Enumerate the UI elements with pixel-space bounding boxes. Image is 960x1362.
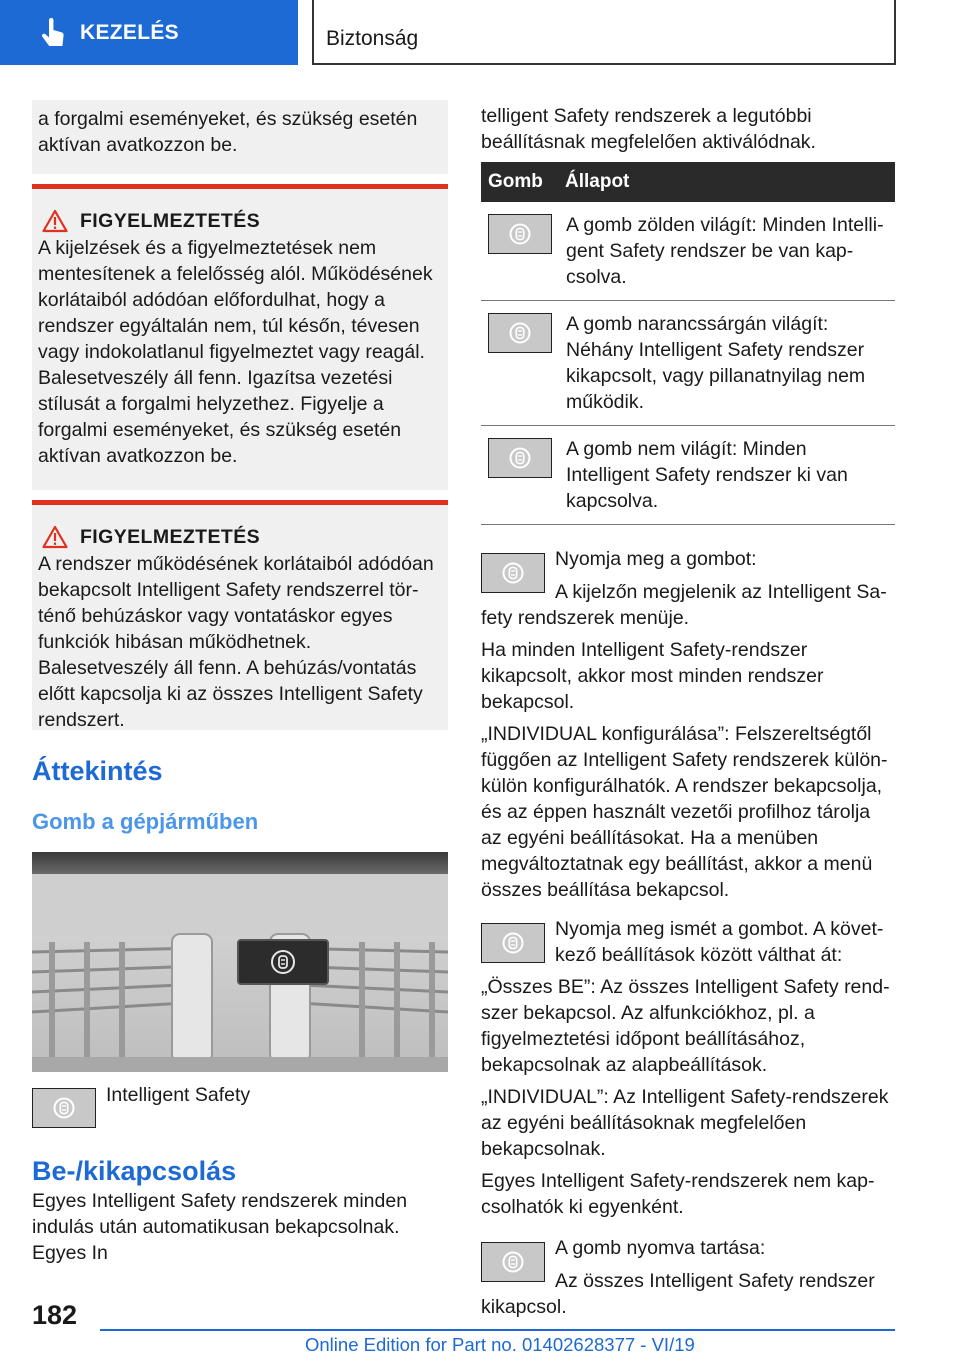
on-off-text: Egyes Intelligent Safety rendszerek minden indulás után automatikusan bekapcsolnak. Egyes In bbox=[32, 1190, 408, 1264]
paragraph-some-systems: Egyes Intelligent Safety-rendszerek nem kapcsolhatók ki egyenként. bbox=[481, 1170, 875, 1218]
intelligent-safety-button-icon bbox=[481, 923, 545, 963]
warning-text: A rendszer működésének korlátaiból adódóan bekapcsolt Intelligent Safety rendszerrel történő behúzáskor vagy vontatáskor egyes funkciók hibásan működhetnek. Balesetveszély áll fenn. A behúzás/vontatás előtt kapcsolja ki az összes Intelligent Safety rendszert. bbox=[38, 553, 434, 731]
intelligent-safety-button-icon bbox=[488, 438, 552, 478]
heading-overview: Áttekintés bbox=[32, 756, 163, 786]
table-row bbox=[481, 202, 895, 301]
hand-pointer-icon bbox=[40, 18, 66, 48]
intelligent-safety-button-icon bbox=[488, 313, 552, 353]
subheading-button-in-car: Gomb a gépjárműben bbox=[32, 809, 259, 834]
press-instruction: Nyomja meg a gombot: bbox=[555, 548, 757, 570]
table-header-row bbox=[481, 162, 895, 202]
warning-continuation-text: a forgalmi eseményeket, és szükség esetén aktívan avatkozzon be. bbox=[38, 108, 418, 156]
paragraph-all-off: Ha minden Intelligent Safety-rendszer kikapcsolt, akkor most minden rendszer bekapcsol. bbox=[481, 639, 824, 713]
page-number: 182 bbox=[32, 1300, 78, 1330]
paragraph-all-on: „Összes BE”: Az összes Intelligent Safety rendszer bekapcsol. Az alfunkciókhoz, pl. a figyelmeztetési időpont beállításához, bekapcsolnak az alapbeállítások. bbox=[481, 976, 890, 1076]
hold-result: Az összes Intelligent Safety rendszer kikapcsol. bbox=[481, 1270, 875, 1318]
warning-triangle-icon bbox=[42, 525, 68, 549]
intelligent-safety-button-icon bbox=[481, 1242, 545, 1282]
footer-edition: Online Edition for Part no. 01402628377 - VI/19 bbox=[305, 1334, 695, 1355]
right-column bbox=[481, 100, 895, 1320]
dashboard-illustration bbox=[32, 852, 448, 1072]
press-step-2 bbox=[481, 918, 895, 968]
heading-on-off: Be-/kikapcsolás bbox=[32, 1156, 237, 1186]
icon-caption: Intelligent Safety bbox=[106, 1084, 251, 1106]
column-header-button: Gomb bbox=[481, 162, 558, 202]
state-text: A gomb narancssárgán világít: Néhány Intelligent Safety rendszer kikapcsolt, vagy pillanatnyilag nem működik. bbox=[558, 301, 895, 426]
warning-title: FIGYELMEZTETÉS bbox=[80, 209, 261, 232]
state-text: A gomb zölden világít: Minden Intelligent Safety rendszer be van kapcsolva. bbox=[558, 202, 895, 301]
intelligent-safety-button-icon bbox=[481, 553, 545, 593]
warning-box-2 bbox=[32, 500, 448, 730]
warning-triangle-icon bbox=[42, 209, 68, 233]
intelligent-safety-button-icon bbox=[32, 1088, 96, 1128]
paragraph-individual-config: „INDIVIDUAL konfigurálása”: Felszereltségtől függően az Intelligent Safety rendszerek különkülön konfigurálhatók. A rendszer bekapcsolja, és az éppen használt vezetői profilhoz tárolja az egyéni beállításokat. Ha a menüben megváltoztatnak egy beállítást, akkor a menü összes beállítása bekapcsol. bbox=[481, 723, 888, 901]
warning-box-1 bbox=[32, 184, 448, 490]
warning-text: A kijelzések és a figyelmeztetések nem mentesítenek a felelősség alól. Működésének korlátaiból adódóan előfordulhat, hogy a rendszer egyáltalán nem, túl későn, tévesen vagy indokolatlanul figyelmeztet vagy reagál. Balesetveszély áll fenn. Igazítsa vezetési stílusát a forgalmi helyzethez. Figyelje a forgalmi eseményeket, és szükség esetén aktívan avatkozzon be. bbox=[38, 237, 433, 467]
table-row bbox=[481, 301, 895, 426]
warning-continuation-box bbox=[32, 100, 448, 174]
footer-divider bbox=[100, 1329, 895, 1331]
state-text: A gomb nem világít: Minden Intelligent Safety rendszer ki van kapcsolva. bbox=[558, 426, 895, 525]
button-status-table bbox=[481, 162, 895, 525]
section-title: Biztonság bbox=[312, 0, 896, 65]
press-result: A kijelzőn megjelenik az Intelligent Safety rendszerek menüje. bbox=[481, 581, 887, 629]
warning-header bbox=[42, 525, 438, 549]
intro-text: telligent Safety rendszerek a legutóbbi beállításnak megfelelően aktiválódnak. bbox=[481, 105, 816, 153]
warning-header bbox=[42, 209, 438, 233]
icon-caption-row bbox=[32, 1084, 448, 1128]
chapter-tab[interactable] bbox=[0, 0, 298, 65]
chapter-title: KEZELÉS bbox=[80, 20, 179, 44]
left-column bbox=[32, 100, 448, 1266]
button-location-photo bbox=[32, 852, 448, 1072]
column-header-state: Állapot bbox=[558, 162, 895, 202]
warning-title: FIGYELMEZTETÉS bbox=[80, 525, 261, 548]
intelligent-safety-button-icon bbox=[488, 214, 552, 254]
hold-instruction: A gomb nyomva tartása: bbox=[555, 1237, 766, 1259]
paragraph-individual: „INDIVIDUAL”: Az Intelligent Safety-rendszerek az egyéni beállításoknak megfelelően bekapcsolnak. bbox=[481, 1086, 889, 1160]
table-row bbox=[481, 426, 895, 525]
press-again-instruction: Nyomja meg ismét a gombot. A következő beállítások között válthat át: bbox=[555, 918, 884, 966]
